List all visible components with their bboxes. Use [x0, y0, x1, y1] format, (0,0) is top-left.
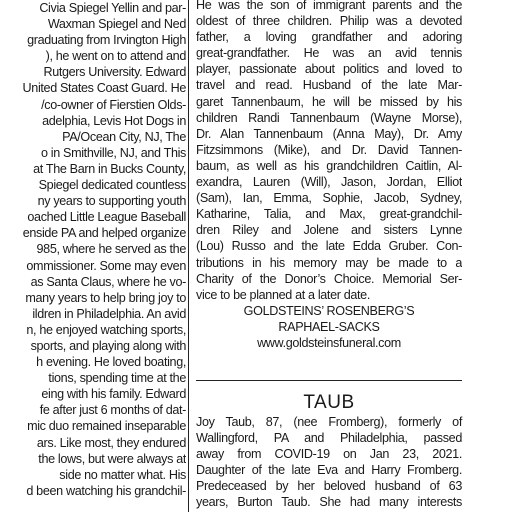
section-rule	[196, 380, 462, 381]
obituary-line: (Lou) Russo and the late Edda Gruber. Con-	[196, 239, 462, 254]
taub-line: Joy Taub, 87, (nee Fromberg), formerly of	[196, 415, 462, 429]
left-line: sports, and playing along with	[30, 338, 186, 353]
left-line: enside PA and helped organize	[22, 226, 186, 241]
left-line: h evening. He loved boating,	[36, 355, 186, 370]
left-line: Rutgers University. Edward	[43, 65, 186, 80]
left-line: as Santa Claus, where he vo-	[30, 274, 186, 289]
left-line: tions, spending time at the	[48, 371, 186, 386]
obituary-line: (Sam), Ian, Emma, Sophie, Jacob, Sydney,	[196, 191, 462, 206]
left-line: ny years to supporting youth	[37, 194, 186, 209]
left-line: United States Coast Guard. He	[22, 81, 186, 96]
obituary-line: children Randi Tannenbaum (Wayne Morse),	[196, 110, 462, 125]
obituary-line: travel and read. Husband of the late Mar-	[196, 78, 462, 93]
left-line: ars. Like most, they endured	[36, 435, 186, 450]
left-line: ildren in Philadelphia. An avid	[32, 306, 186, 321]
obituary-line: Charity of the Donor’s Choice. Memorial Ser-	[196, 271, 462, 286]
column-divider	[188, 0, 189, 512]
left-line: ommissioner. Some may even	[26, 258, 186, 273]
obituary-line: dren Riley and Jolene and sisters Lynne	[196, 223, 462, 238]
taub-line: years, Burton Taub. She had many interests	[196, 495, 462, 510]
taub-line: Predeceased by her beloved husband of 63	[196, 479, 462, 494]
left-line: at The Barn in Bucks County,	[33, 161, 186, 176]
obituary-line: great-grandfather. He was an avid tennis	[196, 46, 462, 61]
left-line: side no matter what. His	[59, 467, 186, 482]
left-line: 985, where he served as the	[36, 242, 186, 257]
left-line: the lows, but were always at	[38, 451, 186, 466]
left-line: o in Smithville, NJ, and This	[40, 145, 186, 160]
funeral-home-website: www.goldsteinsfuneral.com	[257, 335, 401, 350]
left-line: PA/Ocean City, NJ, The	[62, 129, 186, 144]
left-line: oached Little League Baseball	[27, 210, 186, 225]
obituary-line: baum, as well as his grandchildren Caitlin, Al-	[196, 158, 462, 173]
obituary-line: Dr. Alan Tannenbaum (Anna May), Dr. Amy	[196, 126, 462, 141]
obituary-line: He was the son of immigrant parents and the	[196, 0, 462, 12]
taub-line: Wallingford, PA and Philadelphia, passed	[196, 431, 462, 446]
left-line: ), he went on to attend and	[45, 49, 186, 64]
obituary-line: oldest of three children. Philip was a devoted	[196, 14, 462, 29]
left-line: adelphia, Levis Hot Dogs in	[42, 113, 186, 128]
funeral-home-name-2: RAPHAEL-SACKS	[278, 319, 380, 334]
left-line: Spiegel dedicated countless	[38, 178, 186, 193]
left-line: graduating from Irvington High	[27, 33, 186, 48]
obituary-line: exandra, Lauren (Will), Jason, Jordan, Elliot	[196, 175, 462, 190]
left-line: n, he enjoyed watching sports,	[26, 322, 186, 337]
left-line: Waxman Spiegel and Ned	[47, 17, 186, 32]
obituary-line: player, passionate about politics and loved to	[196, 62, 462, 77]
obituary-line: Fitzsimmons (Mike), and Dr. David Tannen-	[196, 142, 462, 157]
taub-obituary	[196, 414, 462, 511]
obituary-line: garet Tannenbaum, he will be missed by his	[196, 94, 462, 109]
left-line: many years to help bring joy to	[25, 290, 186, 305]
obituary-line: vice to be planned at a later date.	[196, 287, 370, 302]
taub-line: Daughter of the late Eva and Harry Fromberg.	[196, 463, 462, 478]
obituary-title: TAUB	[303, 392, 355, 413]
left-line: Civia Spiegel Yellin and par-	[39, 1, 186, 15]
obituary-line: tributions in his memory may be made to a	[196, 255, 462, 270]
left-column	[0, 0, 186, 512]
funeral-home-name: GOLDSTEINS’ ROSENBERG’S	[243, 303, 415, 318]
left-line: eing with his family. Edward	[41, 387, 186, 402]
obituary-line: Katharine, Talia, and Max, great-grandchil-	[196, 207, 462, 222]
obituary-line: father, a loving grandfather and adoring	[196, 30, 462, 45]
left-line: mic duo remained inseparable	[27, 419, 186, 434]
left-line: d been watching his grandchil-	[26, 483, 186, 498]
left-line: fe after just 6 months of dat-	[39, 403, 186, 418]
taub-line: away from COVID-19 on Jan 23, 2021.	[196, 447, 462, 462]
left-line: /co-owner of Fierstien Olds-	[41, 97, 186, 112]
